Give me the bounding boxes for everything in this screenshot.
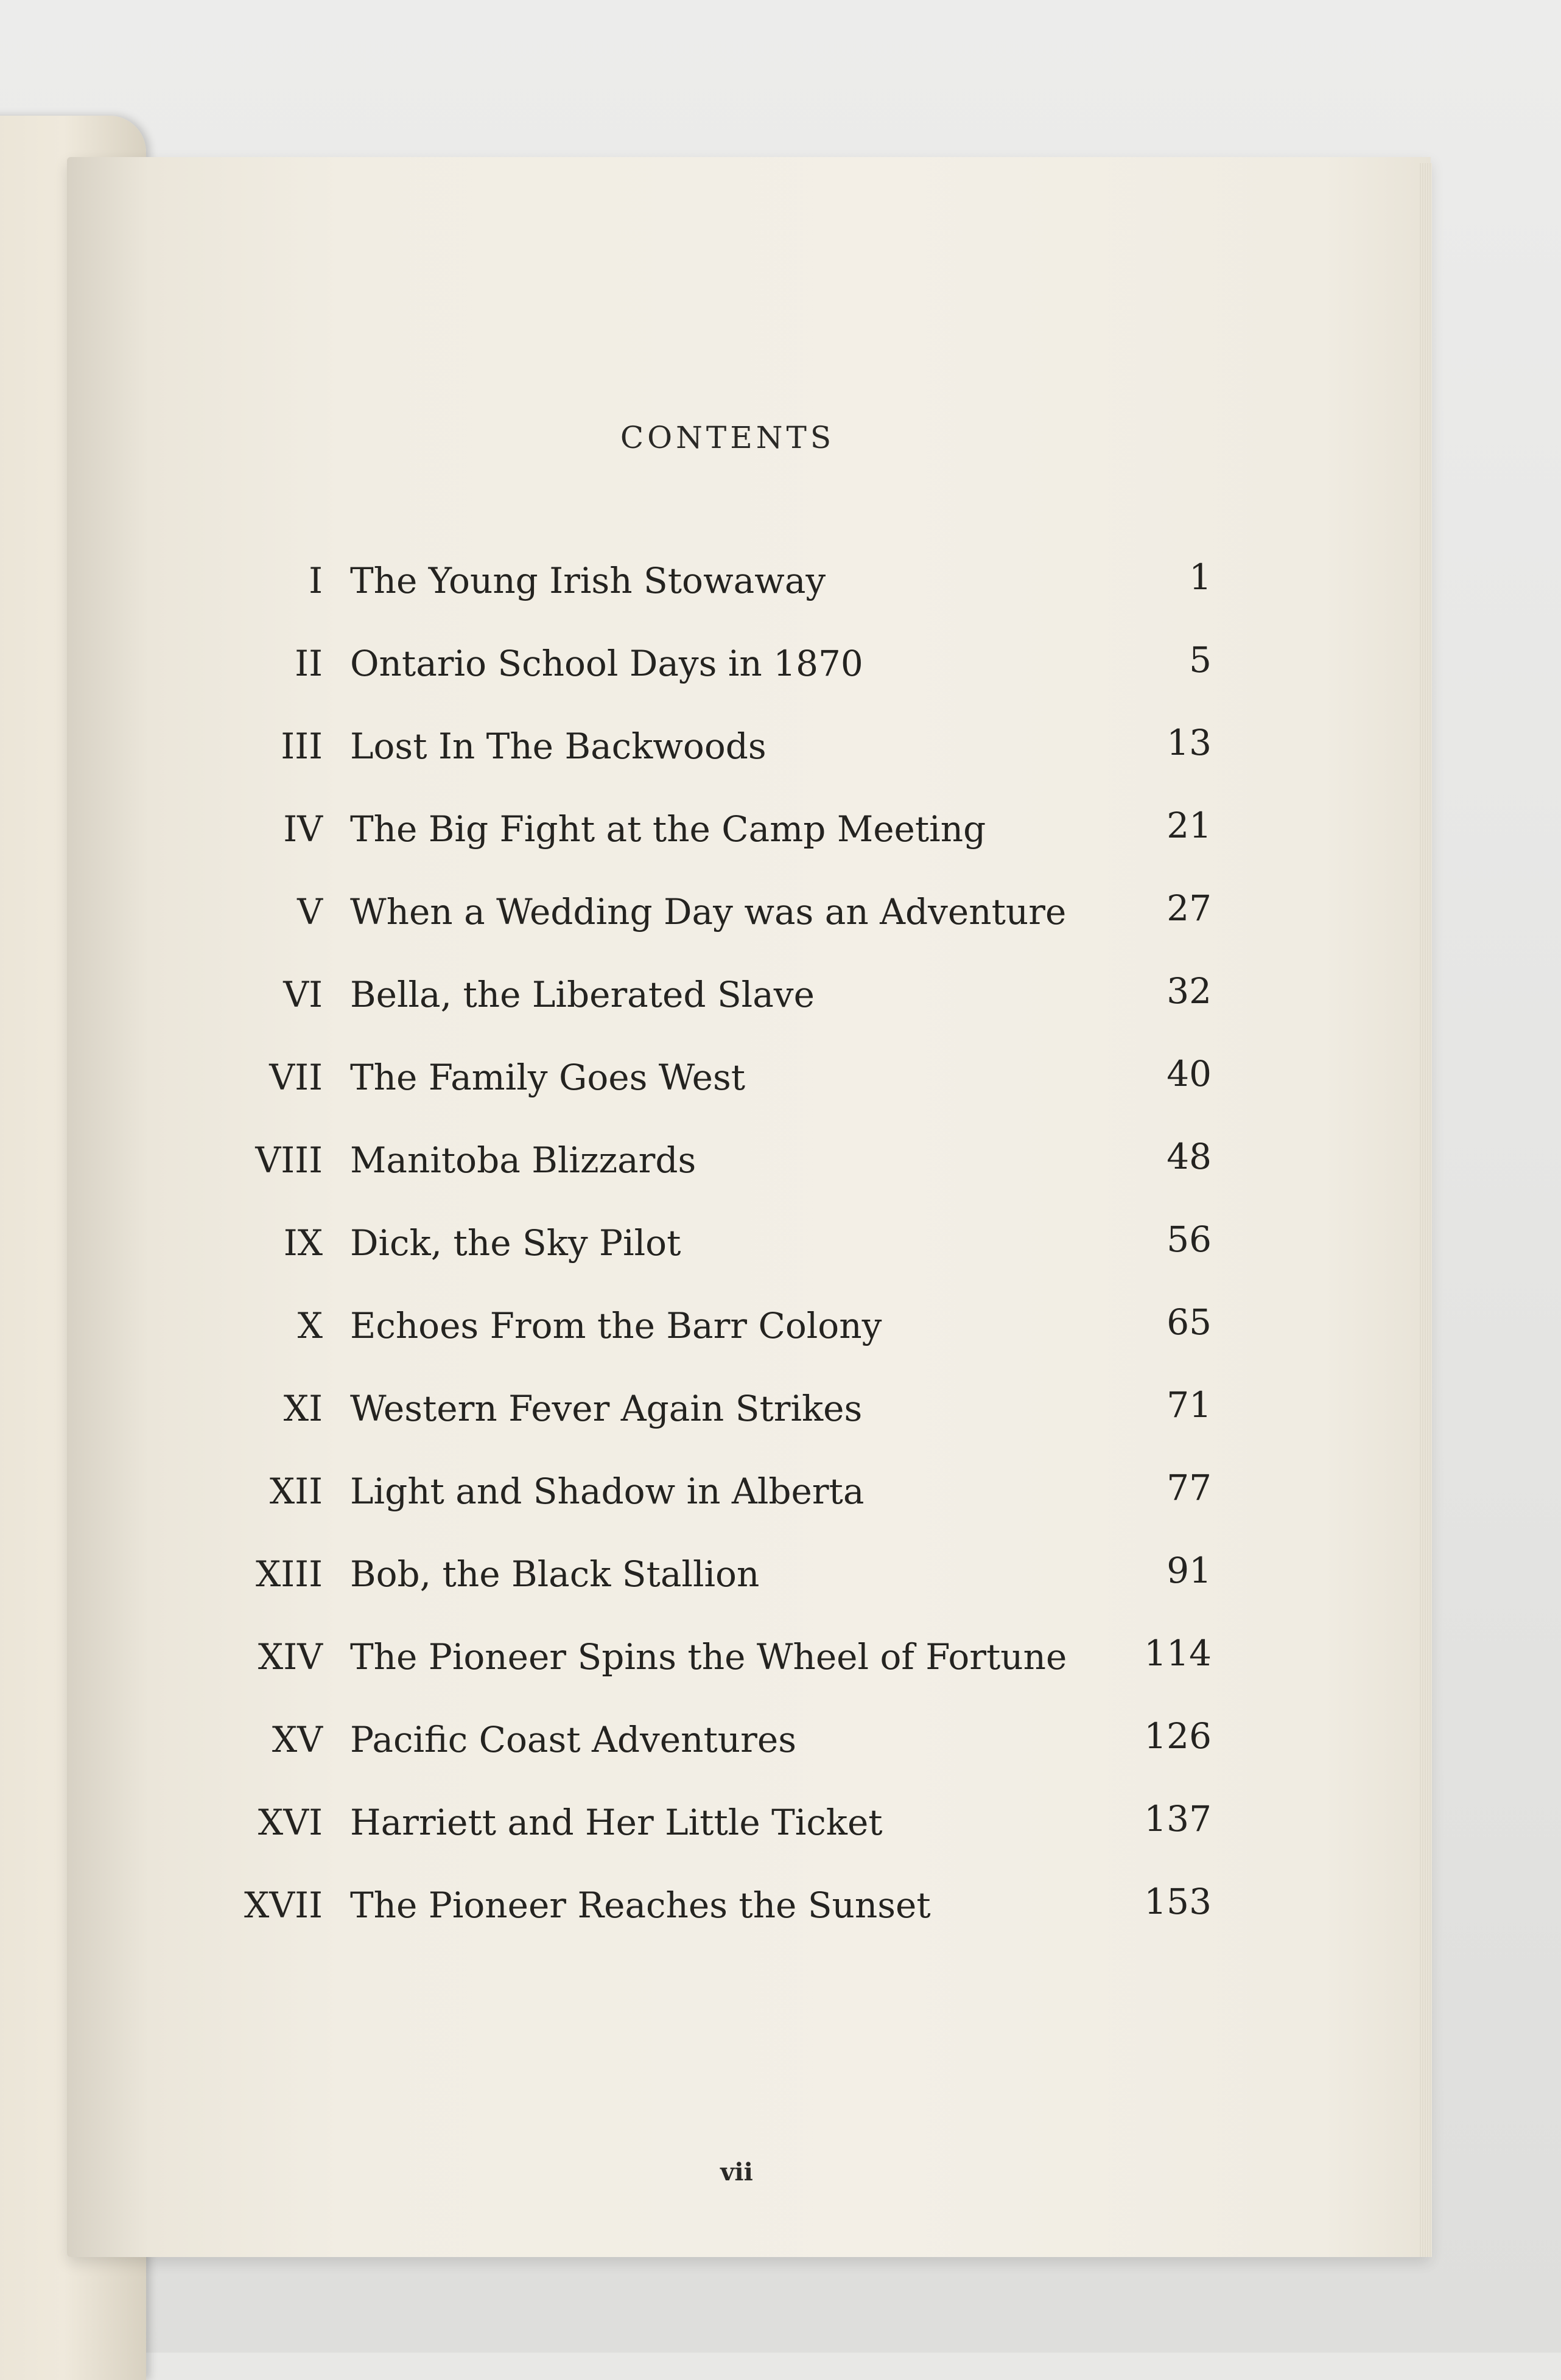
- chapter-title: Western Fever Again Strikes: [350, 1388, 863, 1429]
- chapter-title: Bella, the Liberated Slave: [350, 974, 815, 1015]
- chapter-number: II: [295, 643, 323, 684]
- toc-entry: [244, 805, 1212, 863]
- chapter-page-number: 114: [1144, 1633, 1212, 1674]
- chapter-page-number: 56: [1166, 1219, 1212, 1260]
- chapter-title: Lost In The Backwoods: [350, 726, 766, 767]
- toc-entry: [244, 1301, 1212, 1360]
- chapter-title: The Young Irish Stowaway: [350, 560, 826, 601]
- chapter-page-number: 32: [1166, 970, 1212, 1012]
- chapter-page-number: 126: [1144, 1715, 1212, 1757]
- chapter-page-number: 5: [1189, 639, 1212, 681]
- chapter-number: XV: [272, 1719, 323, 1760]
- chapter-title: Bob, the Black Stallion: [350, 1553, 760, 1595]
- chapter-page-number: 21: [1166, 805, 1212, 846]
- chapter-page-number: 153: [1144, 1881, 1212, 1922]
- toc-entry: [244, 1053, 1212, 1111]
- chapter-title: Dick, the Sky Pilot: [350, 1222, 681, 1264]
- chapter-number: VIII: [255, 1139, 323, 1181]
- chapter-page-number: 65: [1166, 1301, 1212, 1343]
- toc-entry: [244, 1384, 1212, 1443]
- chapter-number: X: [297, 1305, 323, 1346]
- toc-entry: [244, 722, 1212, 780]
- chapter-number: IX: [283, 1222, 323, 1264]
- chapter-page-number: 71: [1166, 1384, 1212, 1426]
- toc-entry: [244, 639, 1212, 698]
- toc-entry: [244, 1633, 1212, 1691]
- toc-entry: [244, 1550, 1212, 1608]
- toc-entry: [244, 1715, 1212, 1774]
- chapter-number: III: [281, 726, 323, 767]
- toc-entry: [244, 1881, 1212, 1939]
- toc-entry: [244, 1467, 1212, 1525]
- chapter-number: XIV: [258, 1636, 323, 1678]
- chapter-number: XII: [269, 1471, 323, 1512]
- chapter-number: VII: [269, 1057, 323, 1098]
- chapter-page-number: 27: [1166, 887, 1212, 929]
- chapter-page-number: 13: [1166, 722, 1212, 763]
- toc-entry: [244, 970, 1212, 1029]
- chapter-title: Harriett and Her Little Ticket: [350, 1802, 883, 1843]
- chapter-number: XVI: [258, 1802, 323, 1843]
- toc-entry: [244, 1219, 1212, 1277]
- toc-entry: [244, 556, 1212, 615]
- chapter-number: XI: [283, 1388, 323, 1429]
- page-number: vii: [720, 2158, 753, 2186]
- chapter-title: Ontario School Days in 1870: [350, 643, 863, 684]
- chapter-page-number: 77: [1166, 1467, 1212, 1508]
- toc-entry: [244, 1798, 1212, 1857]
- chapter-title: The Pioneer Reaches the Sunset: [350, 1885, 931, 1926]
- chapter-title: When a Wedding Day was an Adventure: [350, 891, 1067, 933]
- chapter-page-number: 40: [1166, 1053, 1212, 1094]
- chapter-page-number: 91: [1166, 1550, 1212, 1591]
- contents-heading: CONTENTS: [620, 420, 835, 455]
- chapter-title: Echoes From the Barr Colony: [350, 1305, 882, 1346]
- toc-entry: [244, 1136, 1212, 1194]
- chapter-title: The Family Goes West: [350, 1057, 746, 1098]
- chapter-number: XVII: [244, 1885, 323, 1926]
- chapter-page-number: 1: [1189, 556, 1212, 598]
- chapter-title: Manitoba Blizzards: [350, 1139, 696, 1181]
- toc-entry: [244, 887, 1212, 946]
- chapter-title: The Big Fight at the Camp Meeting: [350, 808, 986, 850]
- chapter-number: VI: [283, 974, 323, 1015]
- chapter-page-number: 137: [1144, 1798, 1212, 1839]
- chapter-title: Light and Shadow in Alberta: [350, 1471, 865, 1512]
- chapter-number: XIII: [255, 1553, 323, 1595]
- chapter-number: IV: [283, 808, 323, 850]
- chapter-number: I: [309, 560, 323, 601]
- chapter-title: Pacific Coast Adventures: [350, 1719, 796, 1760]
- chapter-page-number: 48: [1166, 1136, 1212, 1177]
- chapter-number: V: [297, 891, 323, 933]
- chapter-title: The Pioneer Spins the Wheel of Fortune: [350, 1636, 1067, 1678]
